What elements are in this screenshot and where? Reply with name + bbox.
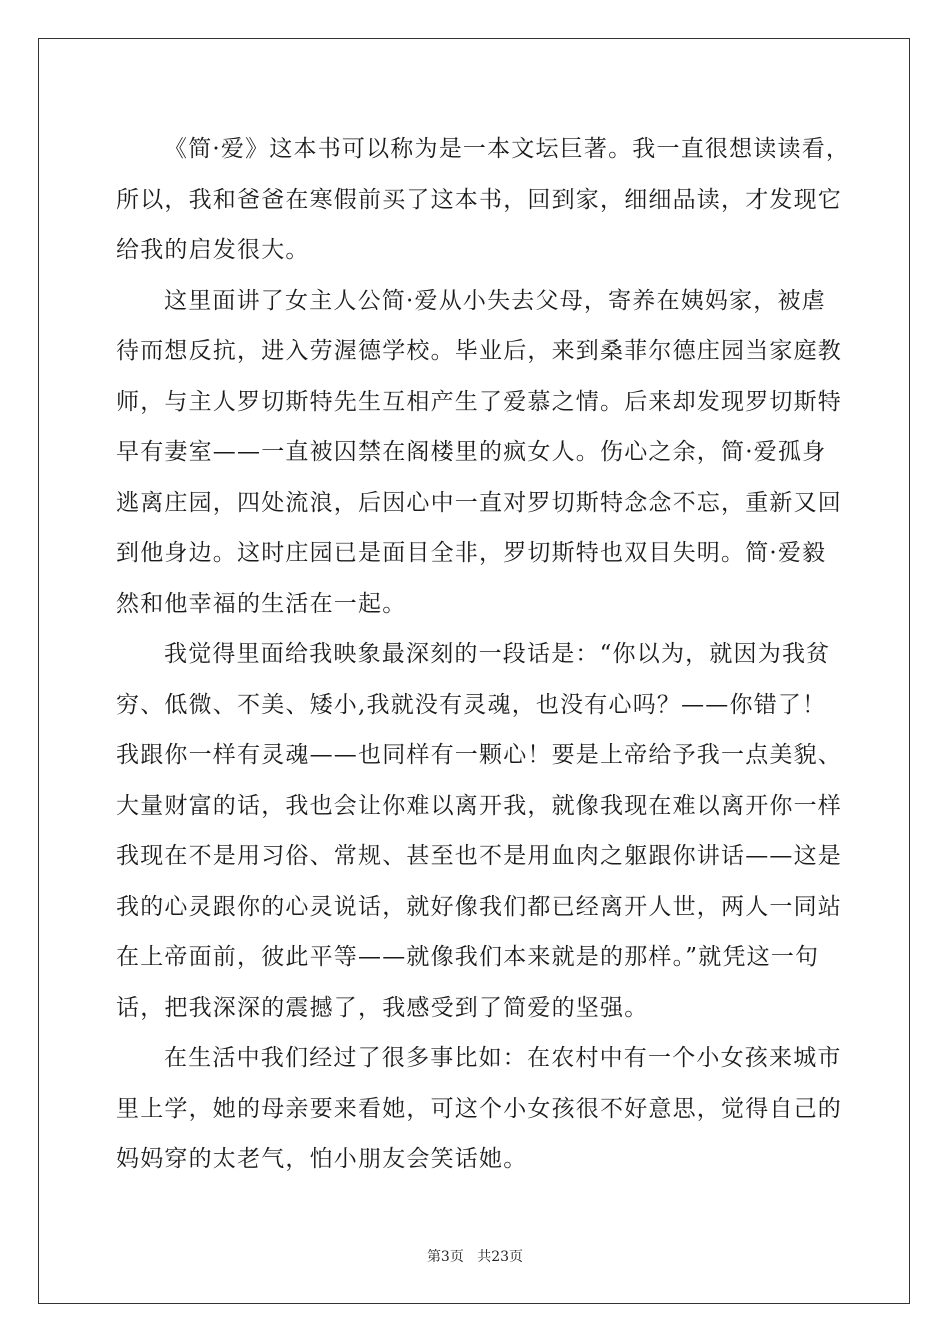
text-line: 大量财富的话，我也会让你难以离开我，就像我现在难以离开你一样 xyxy=(116,792,842,819)
paragraph-1 xyxy=(116,124,851,276)
text-line: 在生活中我们经过了很多事比如：在农村中有一个小女孩来城市 xyxy=(164,1045,842,1071)
text-line: 早有妻室——一直被囚禁在阁楼里的疯女人。伤心之余，简·爱孤身 xyxy=(116,439,827,465)
text-line: 妈妈穿的太老气，怕小朋友会笑话她。 xyxy=(116,1146,528,1172)
page-number: 第3页 xyxy=(426,1249,464,1265)
page-total: 共23页 xyxy=(477,1249,524,1265)
paragraph-2 xyxy=(116,276,842,630)
text-line: 在上帝面前，彼此平等——就像我们本来就是的那样。”就凭这一句 xyxy=(116,944,820,970)
text-line: 待而想反抗，进入劳渥德学校。毕业后，来到桑菲尔德庄园当家庭教 xyxy=(116,338,842,364)
text-line: 逃离庄园，四处流浪，后因心中一直对罗切斯特念念不忘，重新又回 xyxy=(116,489,842,516)
text-line: 里上学，她的母亲要来看她，可这个小女孩很不好意思，觉得自己的 xyxy=(116,1095,842,1122)
text-line: 《简·爱》这本书可以称为是一本文坛巨著。我一直很想读读看， xyxy=(164,136,851,162)
text-line: 我现在不是用习俗、常规、甚至也不是用血肉之躯跟你讲话——这是 xyxy=(116,843,842,869)
text-line: 这里面讲了女主人公简·爱从小失去父母，寄养在姨妈家，被虐 xyxy=(164,287,826,314)
document-body xyxy=(116,124,851,1185)
text-line: 所以，我和爸爸在寒假前买了这本书，回到家，细细品读，才发现它 xyxy=(116,186,842,213)
text-line: 然和他幸福的生活在一起。 xyxy=(116,590,407,617)
text-line: 话，把我深深的震撼了，我感受到了简爱的坚强。 xyxy=(116,994,649,1021)
text-line: 我跟你一样有灵魂——也同样有一颗心！要是上帝给予我一点美貌、 xyxy=(116,742,842,768)
text-line: 穷、低微、不美、矮小,我就没有灵魂，也没有心吗？——你错了！ xyxy=(116,691,827,718)
paragraph-4 xyxy=(116,1033,842,1185)
text-line: 到他身边。这时庄园已是面目全非，罗切斯特也双目失明。简·爱毅 xyxy=(116,540,827,566)
text-line: 我的心灵跟你的心灵说话，就好像我们都已经离开人世，两人一同站 xyxy=(116,893,842,920)
text-line: 我觉得里面给我映象最深刻的一段话是：“你以为，就因为我贫 xyxy=(164,641,831,667)
page-footer xyxy=(0,1246,950,1266)
text-line: 师，与主人罗切斯特先生互相产生了爱慕之情。后来却发现罗切斯特 xyxy=(116,388,842,415)
text-line: 给我的启发很大。 xyxy=(116,237,310,263)
paragraph-3 xyxy=(116,629,842,1033)
